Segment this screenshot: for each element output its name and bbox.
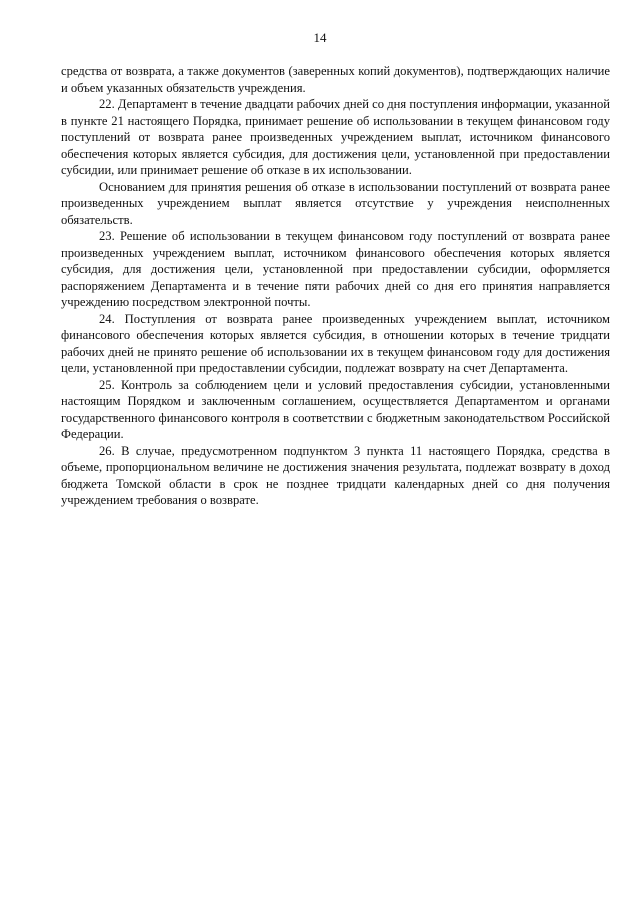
paragraph-26: 26. В случае, предусмотренном подпунктом 3 пункта 11 настоящего Порядка, средства в объеме, пропорциональном величине не достижения значения результата, подлежат возврату в доход бюджета Томской области в срок не позднее тридцати календарных дней со дня получения учреждением требования о возврате.	[61, 443, 610, 507]
paragraph-23: 23. Решение об использовании в текущем финансовом году поступлений от возврата ранее произведенных учреждением выплат, источником финансового обеспечения которых является субсидия, для достижения цели, установленной при предоставлении субсидии, оформляется распоряжением Департамента и в течение пяти рабочих дней со дня его принятия направляется учреждению посредством электронной почты.	[61, 229, 610, 309]
paragraph-continuation: средства от возврата, а также документов (заверенных копий документов), подтверждающих наличие и объем указанных обязательств учреждения.	[61, 64, 610, 95]
paragraph-25: 25. Контроль за соблюдением цели и условий предоставления субсидии, установленными настоящим Порядком и заключенным соглашением, осуществляется Департаментом и органами государственного финансового контроля в соответствии с бюджетным законодательством Российской Федерации.	[61, 377, 610, 441]
paragraph-refusal-grounds: Основанием для принятия решения об отказе в использовании поступлений от возврата ранее произведенных учреждением выплат является отсутствие у учреждения неисполненных обязательств.	[61, 179, 610, 227]
paragraph-24: 24. Поступления от возврата ранее произведенных учреждением выплат, источником финансового обеспечения которых является субсидия, в отношении которых в течение тридцати рабочих дней не принято решение об использовании их в текущем финансовом году для достижения цели, установленной при предоставлении субсидии, подлежат возврату на счет Департамента.	[61, 311, 610, 375]
paragraph-22: 22. Департамент в течение двадцати рабочих дней со дня поступления информации, указанной в пункте 21 настоящего Порядка, принимает решение об использовании в текущем финансовом году поступлений от возврата ранее произведенных учреждением выплат, источником финансового обеспечения которых является субсидия, для достижения цели, установленной при предоставлении субсидии, или принимает решение об отказе в их использовании.	[61, 97, 610, 177]
page-number: 14	[313, 30, 327, 45]
document-body	[61, 63, 610, 509]
